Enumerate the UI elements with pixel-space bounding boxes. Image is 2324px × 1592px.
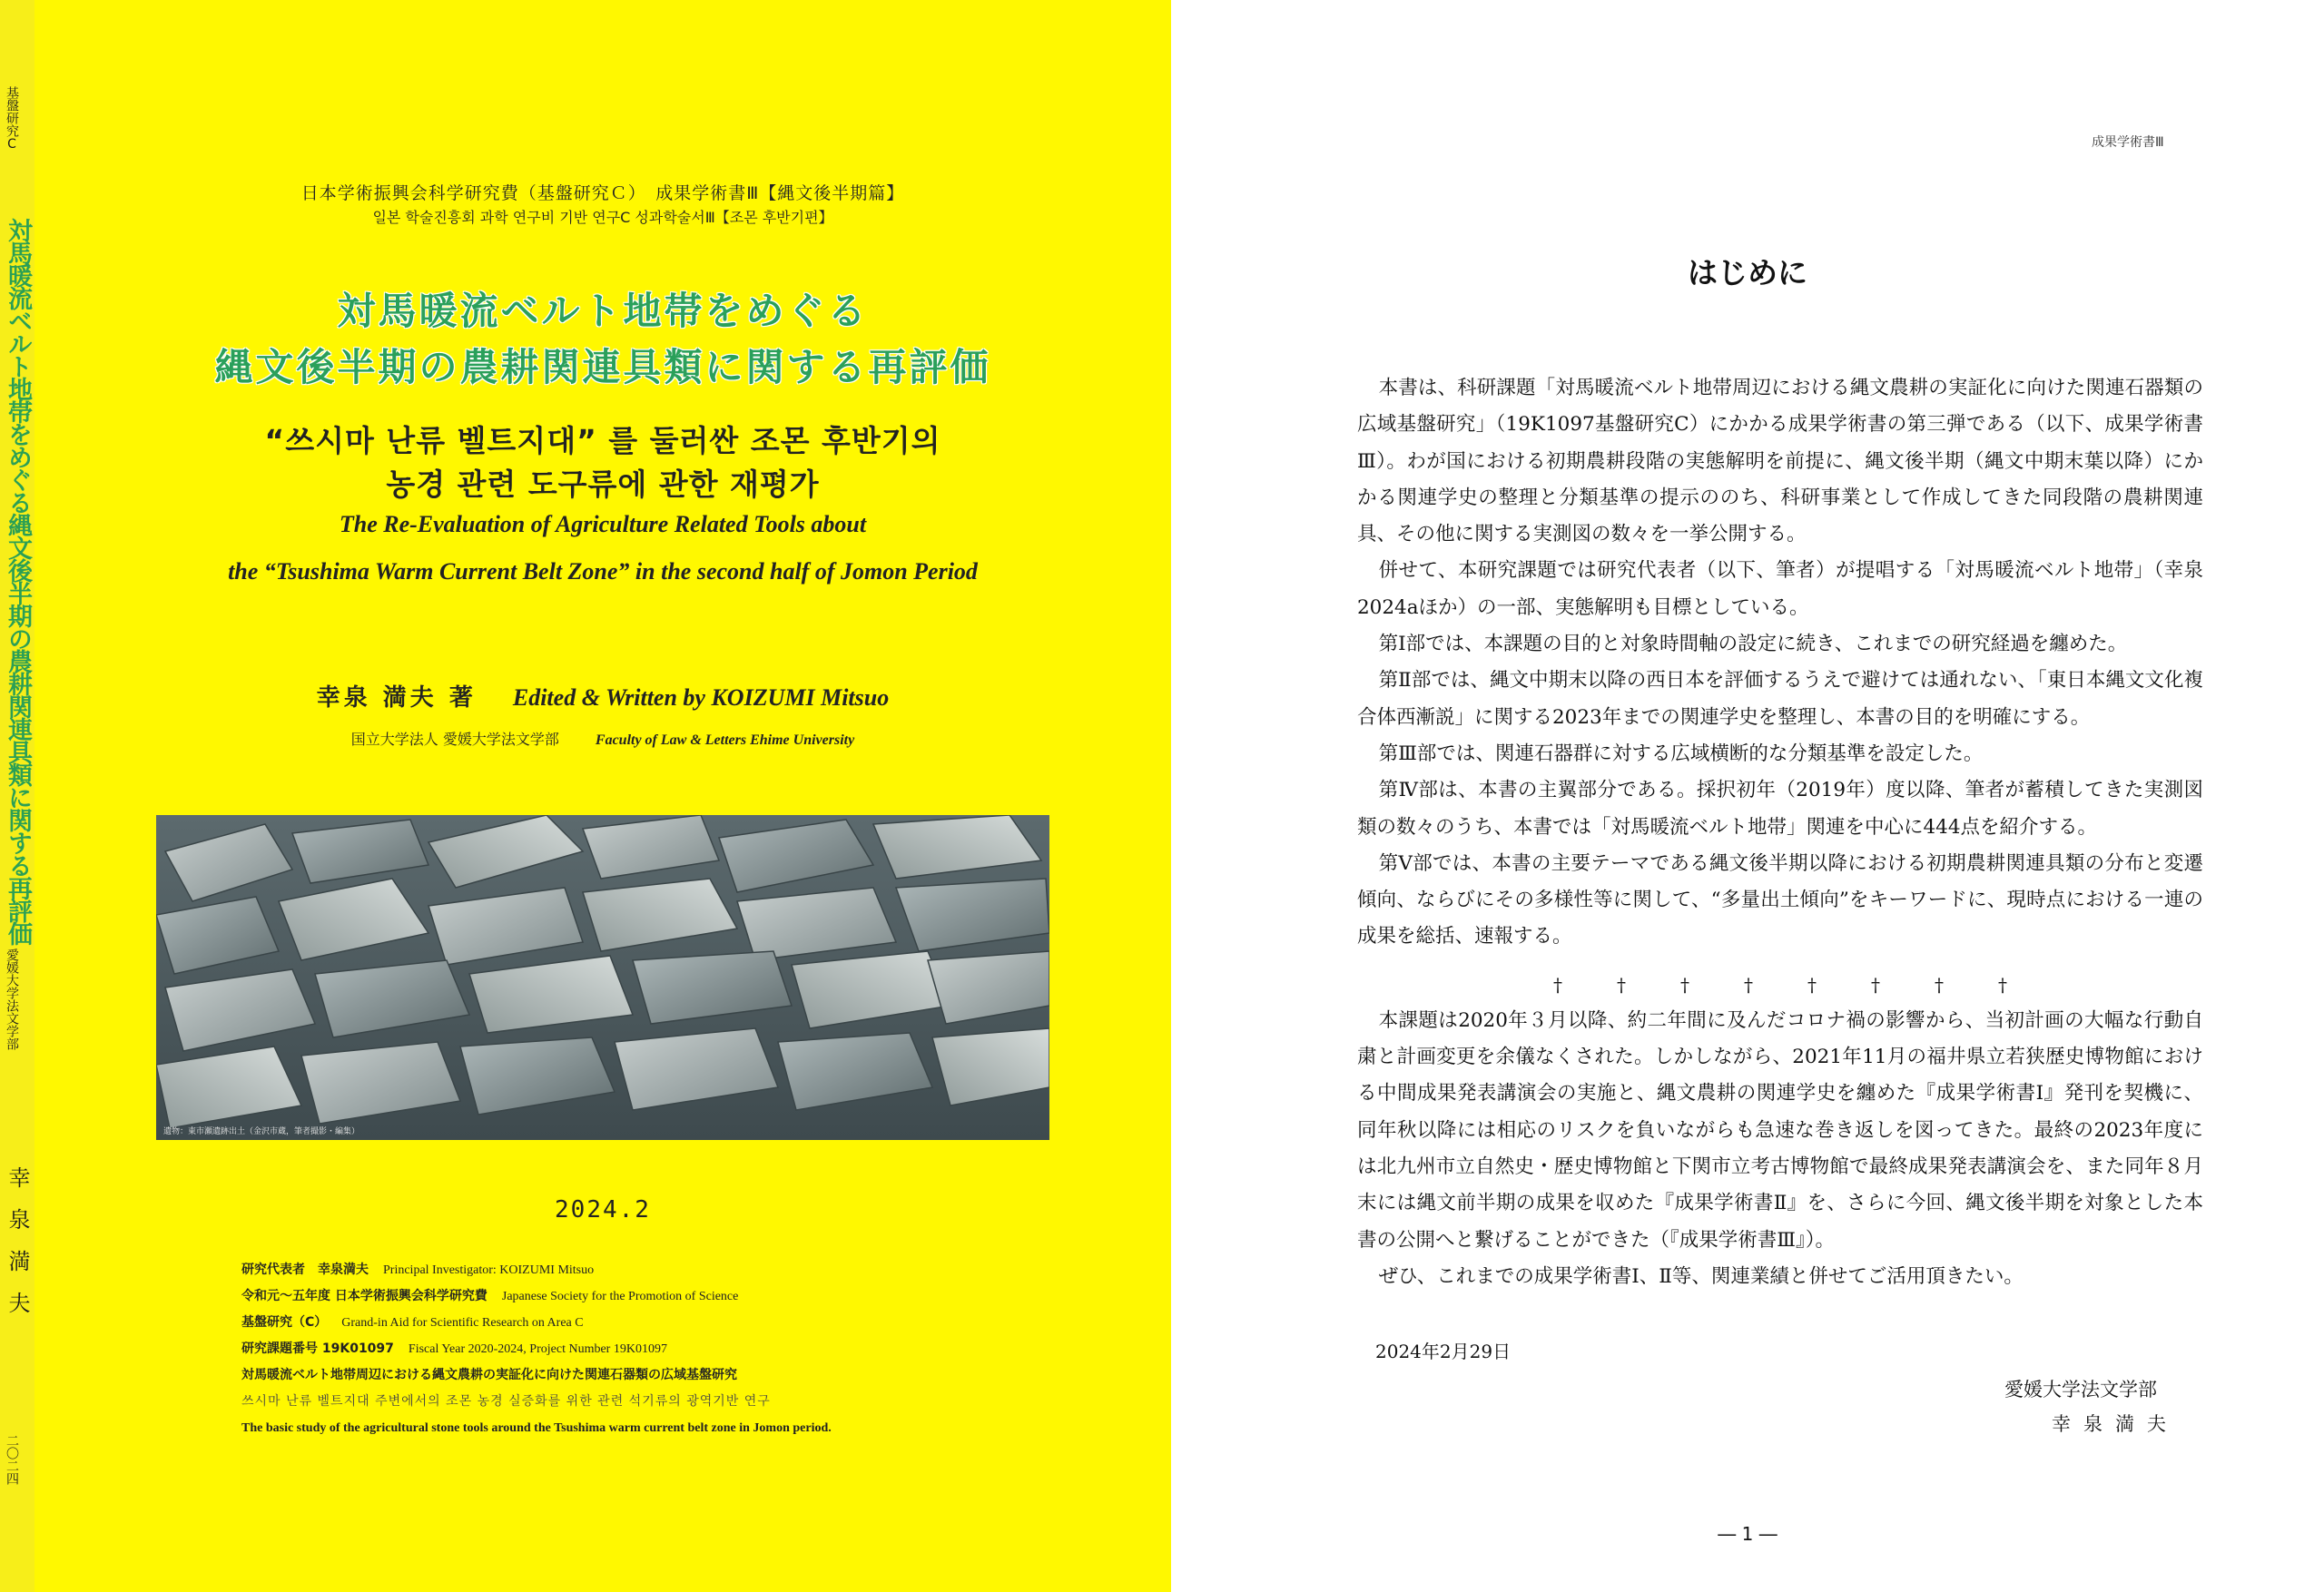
credit-study-english: The basic study of the agricultural stone tools around the Tsushima warm current belt zone in Jomon period. xyxy=(241,1421,832,1435)
cover-author-japanese: 幸泉 満夫 著 xyxy=(316,684,477,712)
cover-title-english-line-2: the “Tsushima Warm Current Belt Zone” in the second half of Jomon Period xyxy=(228,558,978,585)
cover-title-japanese-line-1: 対馬暖流ベルト地帯をめぐる xyxy=(337,289,869,333)
book-spine xyxy=(0,0,34,1592)
credit-study-japanese-text: 対馬暖流ベルト地帯周辺における縄文農耕の実証化に向けた関連石器類の広域基盤研究 xyxy=(241,1368,737,1382)
paragraph: 第Ⅳ部は、本書の主翼部分である。採択初年（2019年）度以降、筆者が蓄積してきた実測図類の数々のうち、本書では「対馬暖流ベルト地帯」関連を中心に444点を紹介する。 xyxy=(1357,779,2203,839)
credit-english: Japanese Society for the Promotion of Science xyxy=(501,1290,739,1303)
spine-year: 二〇二四 xyxy=(5,1434,19,1485)
spine-title: 対馬暖流ベルト地帯をめぐる縄文後半期の農耕関連具類に関する再評価 xyxy=(4,218,32,944)
dagger-mark: † xyxy=(1617,973,1626,996)
dagger-mark: † xyxy=(1553,973,1562,996)
cover-title-korean-line-2: 농경 관련 도구류에 관한 재평가 xyxy=(386,467,820,502)
cover-affiliation-english: Faculty of Law & Letters Ehime University xyxy=(595,732,855,748)
cover-affiliation-line xyxy=(34,728,1171,749)
preface-page xyxy=(1171,0,2324,1592)
page-body xyxy=(1357,370,2203,1295)
paragraph: ぜひ、これまでの成果学術書Ⅰ、Ⅱ等、関連業績と併せてご活用頂きたい。 xyxy=(1378,1264,2024,1288)
credit-study-japanese xyxy=(241,1362,1104,1389)
cover-date: 2024.2 xyxy=(555,1196,651,1223)
dagger-mark: † xyxy=(1744,973,1753,996)
credit-japanese: 基盤研究（C） xyxy=(241,1315,328,1330)
cover-photo-caption: 遺物：東市瀬遺跡出土（金沢市蔵，筆者撮影・編集） xyxy=(163,1127,360,1136)
cover-title-korean-line-1: “쓰시마 난류 벨트지대” 를 둘러싼 조몬 후반기의 xyxy=(264,423,941,458)
cover-title-english-line-1: The Re-Evaluation of Agriculture Related Tools about xyxy=(339,511,867,537)
signature-organization: 愛媛大学法文学部 xyxy=(2004,1379,2157,1400)
paragraph: 第Ⅱ部では、縄文中期末以降の西日本を評価するうえで避けては通れない、「東日本縄文文化複合体西漸説」に関する2023年までの関連学史を整理し、本書の目的を明確にする。 xyxy=(1357,669,2203,729)
credit-study-korean: 쓰시마 난류 벨트지대 주변에서의 조몬 농경 실증화를 위한 관련 석기류의 광역기반 연구 xyxy=(241,1394,771,1409)
section-divider-daggers xyxy=(1357,967,2203,1003)
page-number: ― 1 ― xyxy=(1718,1523,1777,1545)
signature-date: 2024年2月29日 xyxy=(1375,1341,1512,1362)
credit-line xyxy=(241,1283,1104,1310)
cover-series-korean: 일본 학술진흥회 과학 연구비 기반 연구C 성과학술서Ⅲ【조몬 후반기편】 xyxy=(372,209,833,226)
credit-english: Fiscal Year 2020-2024, Project Number 19K01097 xyxy=(408,1342,667,1356)
paragraph: 本課題は2020年３月以降、約二年間に及んだコロナ禍の影響から、当初計画の大幅な行動自粛と計画変更を余儀なくされた。しかしながら、2021年11月の福井県立若狭歴史博物館における中間成果発表講演会の実施と、縄文農耕の関連学史を纏めた『成果学術書Ⅰ』発刊を契機に、同年秋以降には相応のリスクを負いながらも急速な巻き返しを図ってきた。最終の2023年度には北九州市立自然史・歴史博物館と下関市立考古博物館で最終成果発表講演会を、また同年８月末には縄文前半期の成果を収めた『成果学術書Ⅱ』を、さらに今回、縄文後半期を対象とした本書の公開へと繋げることができた（『成果学術書Ⅲ』）。 xyxy=(1357,1008,2203,1252)
cover-author-english: Edited & Written by KOIZUMI Mitsuo xyxy=(512,684,890,711)
paragraph: 併せて、本研究課題では研究代表者（以下、筆者）が提唱する「対馬暖流ベルト地帯」（幸泉2024aほか）の一部、実態解明も目標としている。 xyxy=(1357,559,2203,619)
credit-japanese: 研究課題番号 19K01097 xyxy=(241,1341,394,1356)
dagger-mark: † xyxy=(1935,973,1944,996)
paragraph: 第Ⅲ部では、関連石器群に対する広域横断的な分類基準を設定した。 xyxy=(1378,742,1984,765)
paragraph: 第Ⅰ部では、本課題の目的と対象時間軸の設定に続き、これまでの研究経過を纏めた。 xyxy=(1378,633,2128,656)
cover-photo-stone-tools xyxy=(156,815,1049,1140)
credit-english: Principal Investigator: KOIZUMI Mitsuo xyxy=(383,1263,595,1277)
credit-line xyxy=(241,1336,1104,1362)
credit-japanese: 研究代表者 幸泉満夫 xyxy=(241,1263,369,1277)
cover-title-japanese-line-2: 縄文後半期の農耕関連具類に関する再評価 xyxy=(214,345,991,389)
cover-credits xyxy=(241,1257,1104,1441)
cover-author-line xyxy=(34,679,1171,712)
credit-line xyxy=(241,1257,1104,1283)
credit-japanese: 令和元～五年度 日本学術振興会科学研究費 xyxy=(241,1289,487,1303)
cover-series-japanese: 日本学術振興会科学研究費（基盤研究Ｃ） 成果学術書Ⅲ【縄文後半期篇】 xyxy=(300,183,905,203)
credit-line xyxy=(241,1310,1104,1336)
spine-series-label: 基盤研究C xyxy=(5,86,19,152)
page-heading: はじめに xyxy=(1688,255,1807,290)
credit-english: Grand-in Aid for Scientific Research on Area C xyxy=(341,1316,584,1330)
dagger-mark: † xyxy=(1680,973,1689,996)
paragraph: 本書は、科研課題「対馬暖流ベルト地帯周辺における縄文農耕の実証化に向けた関連石器類の広域基盤研究」（19K1097基盤研究C）にかかる成果学術書の第三弾である（以下、成果学術書Ⅲ）。わが国における初期農耕段階の実態解明を前提に、縄文後半期（縄文中期末葉以降）にかかる関連学史の整理と分類基準の提示ののち、科研事業として作成してきた同段階の農耕関連具、その他に関する実測図の数々を一挙公開する。 xyxy=(1357,377,2203,546)
dagger-mark: † xyxy=(1807,973,1817,996)
paragraph: 第Ⅴ部では、本書の主要テーマである縄文後半期以降における初期農耕関連具類の分布と変遷傾向、ならびにその多様性等に関して、“多量出土傾向”をキーワードに、現時点における一連の成果を総括、速報する。 xyxy=(1357,851,2203,948)
spine-author: 幸泉満夫 xyxy=(5,1166,30,1333)
signature-name: 幸泉満夫 xyxy=(2052,1413,2179,1435)
spine-publisher: 愛媛大学法文学部 xyxy=(5,948,19,1050)
cover-affiliation-japanese: 国立大学法人 愛媛大学法文学部 xyxy=(350,731,559,748)
dagger-mark: † xyxy=(1871,973,1880,996)
book-cover xyxy=(34,0,1171,1592)
running-header: 成果学術書Ⅲ xyxy=(2092,135,2164,150)
dagger-mark: † xyxy=(1998,973,2007,996)
